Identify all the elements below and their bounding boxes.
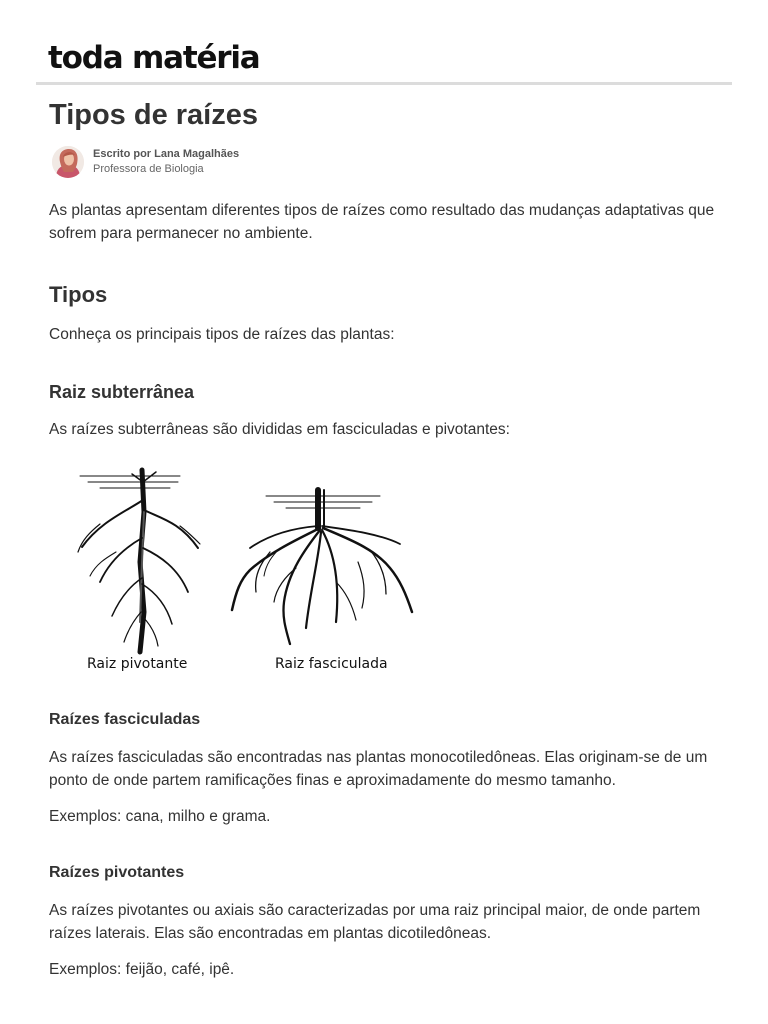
subterranea-paragraph: As raízes subterrâneas são divididas em fasciculadas e pivotantes:: [49, 421, 510, 438]
pivotantes-examples: Exemplos: feijão, café, ipê.: [49, 961, 235, 978]
header-divider: [36, 82, 732, 85]
figure-label-pivotante: Raiz pivotante: [87, 656, 188, 672]
site-logo[interactable]: toda matéria: [48, 40, 260, 76]
author-avatar[interactable]: [52, 146, 84, 178]
author-role: Professora de Biologia: [93, 163, 204, 175]
subheading-raiz-subterranea: Raiz subterrânea: [49, 382, 195, 402]
subheading-raizes-pivotantes: Raízes pivotantes: [49, 864, 185, 881]
intro-paragraph: As plantas apresentam diferentes tipos de raízes como resultado das mudanças adaptativas que sofrem para permanecer no ambiente.: [49, 202, 715, 242]
page-title: Tipos de raízes: [49, 99, 258, 131]
figure-label-fasciculada: Raiz fasciculada: [275, 656, 388, 672]
author-name[interactable]: Escrito por Lana Magalhães: [93, 148, 240, 160]
subheading-raizes-fasciculadas: Raízes fasciculadas: [49, 711, 201, 728]
tipos-paragraph: Conheça os principais tipos de raízes das plantas:: [49, 326, 395, 343]
section-heading-tipos: Tipos: [49, 282, 108, 307]
pivotantes-paragraph: As raízes pivotantes ou axiais são caracterizadas por uma raiz principal maior, de onde partem raízes laterais. Elas são encontradas em plantas dicotiledôneas.: [49, 902, 701, 942]
fasciculadas-paragraph: As raízes fasciculadas são encontradas nas plantas monocotiledôneas. Elas originam-se de um ponto de onde partem ramificações finas e aproximadamente do mesmo tamanho.: [49, 749, 708, 789]
fasciculadas-examples: Exemplos: cana, milho e grama.: [49, 808, 271, 825]
fibrous-root-drawing: [232, 490, 412, 644]
taproot-drawing: [78, 470, 200, 652]
root-types-illustration: [60, 452, 440, 680]
